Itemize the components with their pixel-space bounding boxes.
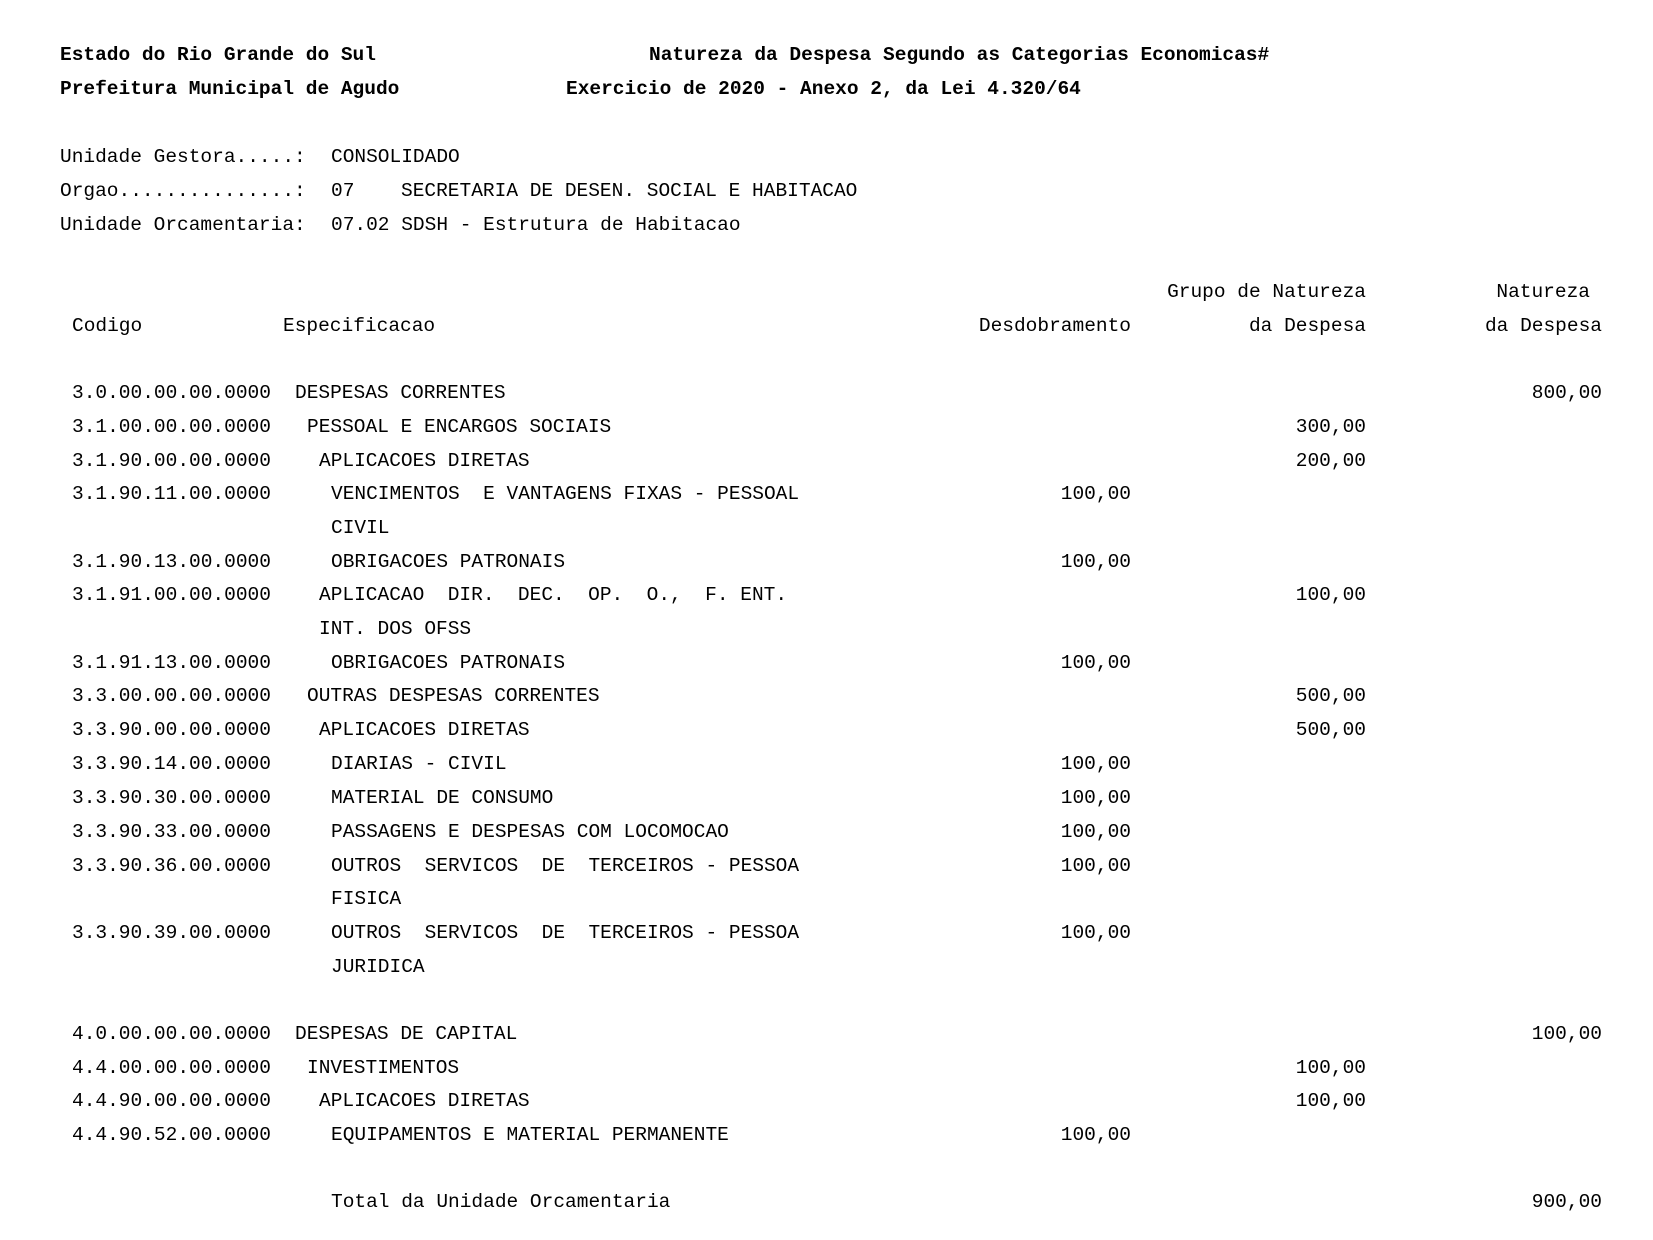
row-spec-continuation: CIVIL — [331, 517, 390, 539]
row-spec: EQUIPAMENTOS E MATERIAL PERMANENTE — [331, 1124, 729, 1146]
unidade-orcamentaria-value: 07.02 SDSH - Estrutura de Habitacao — [331, 214, 741, 236]
row-grupo: 500,00 — [1295, 719, 1366, 741]
row-spec-continuation: JURIDICA — [331, 956, 425, 978]
row-code: 3.1.91.13.00.0000 — [72, 652, 271, 674]
row-code: 4.4.90.52.00.0000 — [72, 1124, 271, 1146]
row-code: 3.1.90.00.00.0000 — [72, 450, 271, 472]
row-spec: DESPESAS CORRENTES — [295, 382, 506, 404]
total-label: Total da Unidade Orcamentaria — [331, 1191, 671, 1213]
row-spec: PASSAGENS E DESPESAS COM LOCOMOCAO — [331, 821, 729, 843]
row-desdobramento: 100,00 — [1060, 787, 1131, 809]
col-header-natureza-line1: Natureza — [1496, 281, 1590, 303]
row-spec-continuation: INT. DOS OFSS — [319, 618, 472, 640]
report-title: Natureza da Despesa Segundo as Categorias Economicas# — [649, 44, 1270, 66]
row-spec: APLICACOES DIRETAS — [319, 719, 530, 741]
row-spec: OBRIGACOES PATRONAIS — [331, 551, 566, 573]
row-code: 4.4.00.00.00.0000 — [72, 1057, 271, 1079]
row-grupo: 300,00 — [1295, 416, 1366, 438]
row-desdobramento: 100,00 — [1060, 551, 1131, 573]
row-spec: APLICACOES DIRETAS — [319, 1090, 530, 1112]
orgao-name: SECRETARIA DE DESEN. SOCIAL E HABITACAO — [401, 180, 858, 202]
row-spec: DESPESAS DE CAPITAL — [295, 1023, 518, 1045]
orgao-label: Orgao...............: — [60, 180, 306, 202]
row-code: 3.0.00.00.00.0000 — [72, 382, 271, 404]
unidade-gestora-value: CONSOLIDADO — [331, 146, 460, 168]
col-header-grupo-line1: Grupo de Natureza — [1167, 281, 1366, 303]
row-natureza: 100,00 — [1531, 1023, 1602, 1045]
col-header-especificacao: Especificacao — [283, 315, 436, 337]
col-header-natureza-line2: da Despesa — [1484, 315, 1602, 337]
col-header-desdobramento: Desdobramento — [978, 315, 1131, 337]
unidade-orcamentaria-label: Unidade Orcamentaria: — [60, 214, 306, 236]
row-desdobramento: 100,00 — [1060, 1124, 1131, 1146]
municipality-name: Prefeitura Municipal de Agudo — [60, 78, 400, 100]
row-spec: OUTRAS DESPESAS CORRENTES — [307, 685, 600, 707]
row-spec: MATERIAL DE CONSUMO — [331, 787, 554, 809]
report-subtitle: Exercicio de 2020 - Anexo 2, da Lei 4.320/64 — [566, 78, 1081, 100]
row-code: 3.3.90.14.00.0000 — [72, 753, 271, 775]
row-grupo: 100,00 — [1295, 1057, 1366, 1079]
state-name: Estado do Rio Grande do Sul — [60, 44, 376, 66]
row-spec: OUTROS SERVICOS DE TERCEIROS - PESSOA — [331, 922, 800, 944]
row-code: 3.1.91.00.00.0000 — [72, 584, 271, 606]
row-spec: APLICACOES DIRETAS — [319, 450, 530, 472]
row-spec: VENCIMENTOS E VANTAGENS FIXAS - PESSOAL — [331, 483, 800, 505]
row-grupo: 500,00 — [1295, 685, 1366, 707]
row-spec: OUTROS SERVICOS DE TERCEIROS - PESSOA — [331, 855, 800, 877]
row-grupo: 200,00 — [1295, 450, 1366, 472]
row-desdobramento: 100,00 — [1060, 753, 1131, 775]
orgao-code: 07 — [331, 180, 355, 202]
row-grupo: 100,00 — [1295, 1090, 1366, 1112]
row-code: 3.3.00.00.00.0000 — [72, 685, 271, 707]
row-code: 4.0.00.00.00.0000 — [72, 1023, 271, 1045]
unidade-gestora-label: Unidade Gestora.....: — [60, 146, 306, 168]
row-code: 3.3.90.30.00.0000 — [72, 787, 271, 809]
row-spec: INVESTIMENTOS — [307, 1057, 460, 1079]
row-desdobramento: 100,00 — [1060, 821, 1131, 843]
row-code: 3.3.90.39.00.0000 — [72, 922, 271, 944]
col-header-grupo-line2: da Despesa — [1248, 315, 1366, 337]
row-code: 3.3.90.36.00.0000 — [72, 855, 271, 877]
row-code: 4.4.90.00.00.0000 — [72, 1090, 271, 1112]
row-code: 3.3.90.00.00.0000 — [72, 719, 271, 741]
row-code: 3.3.90.33.00.0000 — [72, 821, 271, 843]
row-code: 3.1.90.13.00.0000 — [72, 551, 271, 573]
row-spec: APLICACAO DIR. DEC. OP. O., F. ENT. — [319, 584, 788, 606]
row-natureza: 800,00 — [1531, 382, 1602, 404]
col-header-codigo: Codigo — [72, 315, 143, 337]
row-desdobramento: 100,00 — [1060, 855, 1131, 877]
row-code: 3.1.90.11.00.0000 — [72, 483, 271, 505]
row-code: 3.1.00.00.00.0000 — [72, 416, 271, 438]
row-grupo: 100,00 — [1295, 584, 1366, 606]
row-spec: PESSOAL E ENCARGOS SOCIAIS — [307, 416, 612, 438]
row-spec: DIARIAS - CIVIL — [331, 753, 507, 775]
row-spec-continuation: FISICA — [331, 888, 402, 910]
row-spec: OBRIGACOES PATRONAIS — [331, 652, 566, 674]
row-desdobramento: 100,00 — [1060, 483, 1131, 505]
row-desdobramento: 100,00 — [1060, 922, 1131, 944]
total-value: 900,00 — [1531, 1191, 1602, 1213]
row-desdobramento: 100,00 — [1060, 652, 1131, 674]
